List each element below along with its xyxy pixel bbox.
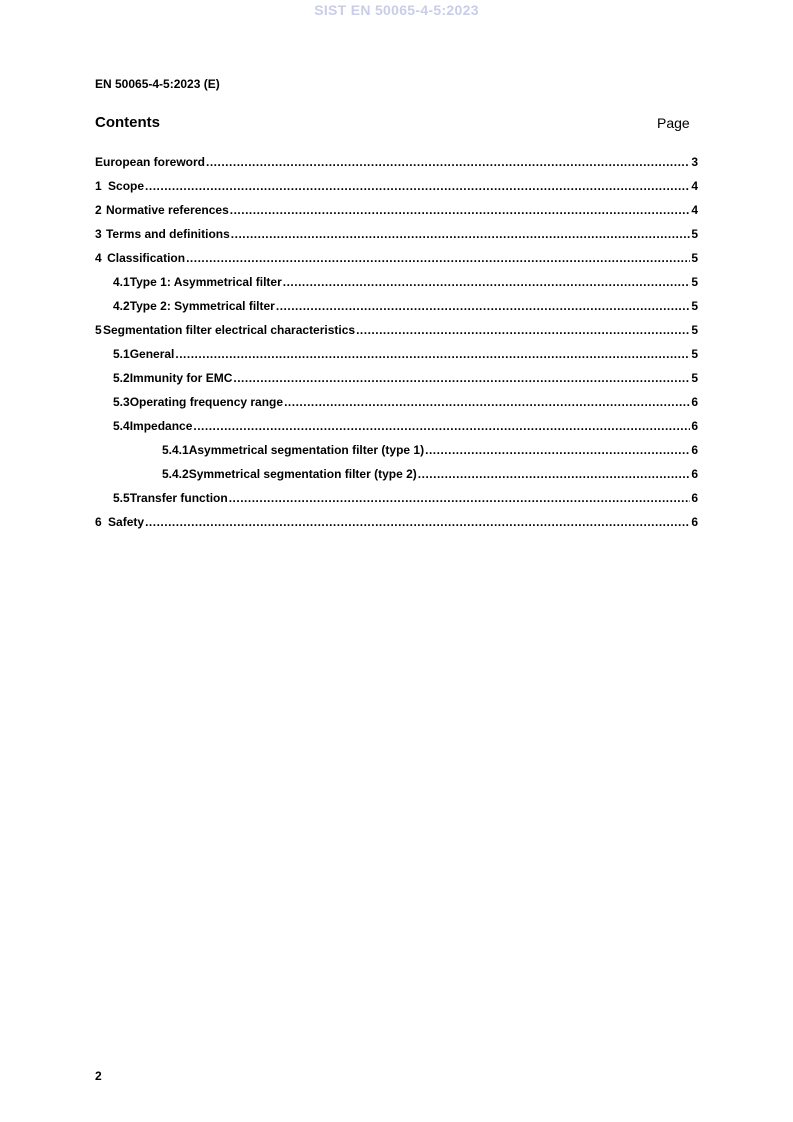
toc-entry-number: 1 xyxy=(95,179,102,193)
toc-leader-dots xyxy=(206,155,690,169)
toc-entry-number: 6 xyxy=(95,515,102,529)
page-column-label: Page xyxy=(657,115,690,131)
toc-leader-dots xyxy=(233,371,690,385)
toc-leader-dots xyxy=(276,299,690,313)
toc-entry[interactable] xyxy=(95,275,698,299)
toc-entry-label: Type 1: Asymmetrical filter xyxy=(129,275,282,289)
toc-entry-page: 5 xyxy=(691,371,698,385)
toc-entry-number: 5.5 xyxy=(113,491,130,505)
toc-entry-label: Symmetrical segmentation filter (type 2) xyxy=(188,467,417,481)
toc-entry-label: Terms and definitions xyxy=(105,227,230,241)
toc-leader-dots xyxy=(231,227,691,241)
toc-entry[interactable] xyxy=(95,323,698,347)
toc-entry[interactable] xyxy=(95,395,698,419)
toc-entry[interactable] xyxy=(95,179,698,203)
toc-leader-dots xyxy=(230,203,691,217)
toc-entry[interactable] xyxy=(95,227,698,251)
toc-leader-dots xyxy=(229,491,691,505)
toc-entry-page: 5 xyxy=(691,251,698,265)
watermark: SIST EN 50065-4-5:2023 xyxy=(314,2,479,18)
toc-entry-label: Type 2: Symmetrical filter xyxy=(129,299,275,313)
toc-entry-number: 5.3 xyxy=(113,395,130,409)
toc-leader-dots xyxy=(356,323,690,337)
toc-entry-label: Immunity for EMC xyxy=(129,371,233,385)
toc-entry-number: 5.4.1 xyxy=(162,443,189,457)
toc-entry[interactable] xyxy=(95,299,698,323)
toc-entry-page: 5 xyxy=(691,347,698,361)
toc-leader-dots xyxy=(418,467,691,481)
toc-entry-label: Safety xyxy=(108,515,145,529)
toc-entry-label: Normative references xyxy=(106,203,229,217)
toc-entry-label: Transfer function xyxy=(129,491,228,505)
toc-entry-page: 6 xyxy=(691,467,698,481)
toc-entry-number: 5.2 xyxy=(113,371,130,385)
toc-entry-label: Operating frequency range xyxy=(129,395,284,409)
table-of-contents xyxy=(95,155,698,539)
toc-entry[interactable] xyxy=(95,251,698,275)
toc-entry-label: Impedance xyxy=(129,419,193,433)
toc-entry[interactable] xyxy=(95,443,698,467)
toc-leader-dots xyxy=(175,347,690,361)
toc-entry-number: 4.2 xyxy=(113,299,130,313)
contents-title: Contents xyxy=(95,114,160,131)
toc-entry-number: 4.1 xyxy=(113,275,130,289)
document-id: EN 50065-4-5:2023 (E) xyxy=(95,77,220,91)
toc-entry-page: 5 xyxy=(691,299,698,313)
toc-entry-page: 5 xyxy=(691,323,698,337)
toc-entry-page: 6 xyxy=(691,491,698,505)
toc-entry-number: 5 xyxy=(95,323,102,337)
toc-leader-dots xyxy=(284,395,690,409)
toc-entry-number: 5.4.2 xyxy=(162,467,189,481)
toc-entry-label: Segmentation filter electrical characteristics xyxy=(102,323,356,337)
toc-entry-number: 3 xyxy=(95,227,102,241)
toc-leader-dots xyxy=(186,251,690,265)
toc-entry-label: General xyxy=(129,347,175,361)
toc-entry-page: 5 xyxy=(691,227,698,241)
toc-leader-dots xyxy=(425,443,690,457)
toc-entry[interactable] xyxy=(95,491,698,515)
toc-entry-page: 4 xyxy=(691,179,698,193)
toc-entry-page: 6 xyxy=(691,419,698,433)
toc-entry-number: 5.1 xyxy=(113,347,130,361)
page-number: 2 xyxy=(95,1069,102,1083)
toc-entry-page: 4 xyxy=(691,203,698,217)
toc-entry-number: 2 xyxy=(95,203,102,217)
toc-entry-number: 4 xyxy=(95,251,102,265)
toc-entry-number: 5.4 xyxy=(113,419,130,433)
toc-entry[interactable] xyxy=(95,347,698,371)
toc-entry-page: 3 xyxy=(691,155,698,169)
toc-entry-label: Asymmetrical segmentation filter (type 1) xyxy=(188,443,425,457)
toc-entry-label: Classification xyxy=(107,251,186,265)
toc-entry[interactable] xyxy=(95,155,698,179)
toc-entry[interactable] xyxy=(95,203,698,227)
toc-leader-dots xyxy=(193,419,690,433)
toc-leader-dots xyxy=(145,179,690,193)
toc-entry-label: European foreword xyxy=(95,155,206,169)
toc-entry-label: Scope xyxy=(108,179,145,193)
toc-entry[interactable] xyxy=(95,371,698,395)
toc-leader-dots xyxy=(145,515,690,529)
toc-entry-page: 6 xyxy=(691,515,698,529)
toc-entry-page: 6 xyxy=(691,395,698,409)
toc-entry[interactable] xyxy=(95,467,698,491)
toc-entry-page: 5 xyxy=(691,275,698,289)
toc-leader-dots xyxy=(283,275,691,289)
toc-entry-page: 6 xyxy=(691,443,698,457)
toc-entry[interactable] xyxy=(95,515,698,539)
toc-entry[interactable] xyxy=(95,419,698,443)
